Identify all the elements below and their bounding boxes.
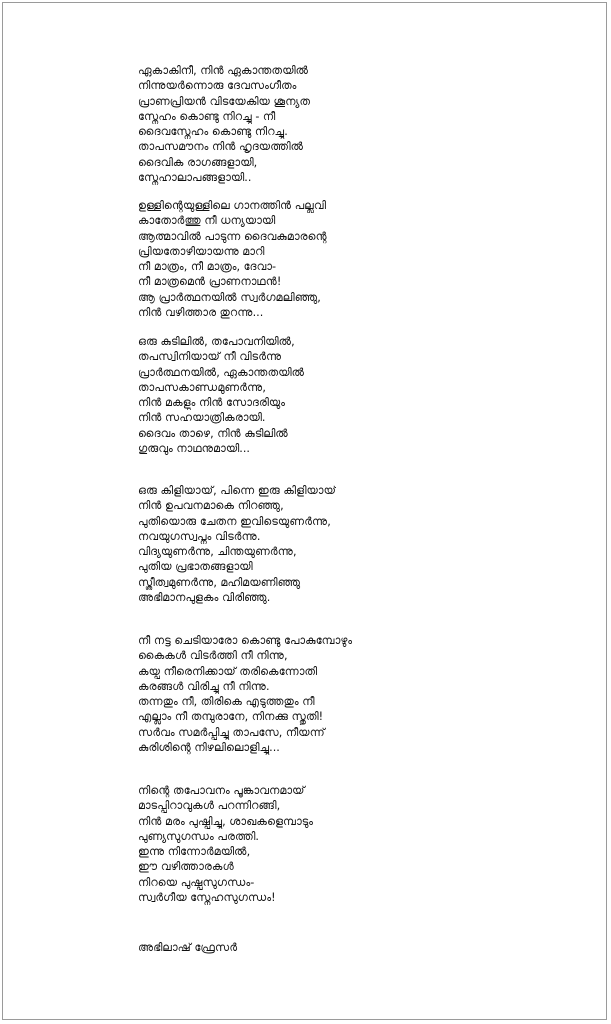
- poem-line: ആ പ്രാർത്ഥനയിൽ സ്വർഗമലിഞ്ഞു,: [138, 290, 321, 304]
- author-name: അഭിലാഷ് ഫ്രേസർ: [138, 941, 238, 954]
- poem-line: സ്നേഹം കൊണ്ടു നിറച്ചു - നീ: [138, 109, 276, 123]
- poem-line: ഗുരുവും നാഥനുമായി...: [138, 442, 250, 456]
- poem-line: നിറയെ പുഷ്പസുഗന്ധം-: [138, 875, 255, 889]
- poem-line: മാടപ്പിറാവുകൾ പറന്നിറങ്ങി,: [138, 799, 281, 813]
- poem-line: നിന്റെ തപോവനം പൂങ്കാവനമായ്: [138, 784, 305, 797]
- poem-line: കാതോർത്തു നീ ധന്യയായി: [138, 214, 276, 228]
- poem-line: ഏകാകിനീ, നിൻ ഏകാന്തതയിൽ: [138, 64, 309, 77]
- stanza-2: [138, 198, 327, 320]
- poem-line: തപസ്വിനിയായ് നീ വിടർന്നു: [138, 350, 282, 364]
- poem-line: ദൈവിക രാഗങ്ങളായി,: [138, 155, 258, 169]
- poem-line: താപസമൗനം നിൻ ഹൃദയത്തിൽ: [138, 140, 304, 154]
- poem-line: നീ മാത്രമെൻ പ്രാണനാഥൻ!: [138, 275, 282, 289]
- poem-line: പ്രാണപ്രിയൻ വിടയേകിയ ശൂന്യത: [138, 94, 311, 108]
- poem-line: ഒരു കിളിയായ്, പിന്നെ ഇരു കിളിയായ്: [138, 484, 337, 497]
- poem-line: സ്ത്രീത്വമുണർന്നു, മഹിമയണിഞ്ഞു: [138, 575, 301, 589]
- poem-line: ഉള്ളിന്റെയുള്ളിലെ ഗാനത്തിൻ പല്ലവി: [138, 199, 327, 212]
- stanza-4: [138, 483, 336, 605]
- poem-line: നിൻ മരം പുഷ്പിച്ചു, ശാഖകളെമ്പാടും: [138, 814, 314, 828]
- stanza-1: [138, 63, 310, 185]
- poem-line: സ്വർഗീയ സ്നേഹസുഗന്ധം!: [138, 891, 276, 905]
- poem-line: നിൻ സഹയാത്രികരായി.: [138, 411, 266, 425]
- poem-line: താപസകാണ്ഡമുണർന്നു,: [138, 380, 266, 394]
- poem-line: ദൈവസ്നേഹം കൊണ്ടു നിറച്ചു.: [138, 125, 288, 139]
- poem-line: നിന്നുയർന്നൊരു ദേവസംഗീതം: [138, 79, 297, 93]
- document-page: [2, 2, 607, 1020]
- poem-line: നിൻ വഴിത്താര തുറന്നു...: [138, 306, 264, 320]
- poem-line: കുരിശിന്റെ നിഴലിലൊളിച്ചു...: [138, 741, 280, 755]
- poem-line: നീ നട്ട ചെടിയാരോ കൊണ്ടു പോകുമ്പോഴും: [138, 634, 353, 647]
- stanza-5: [138, 633, 352, 755]
- poem-line: ഇന്നു നിന്നോർമയിൽ,: [138, 845, 251, 859]
- poem-line: നിൻ മകളും നിൻ സോദരിയും: [138, 396, 286, 410]
- poem-line: ഈ വഴിത്താരകൾ: [138, 860, 234, 874]
- poem-line: പ്രാർത്ഥനയിൽ, ഏകാന്തതയിൽ: [138, 365, 305, 379]
- poem-line: പ്രിയതോഴിയായന്നു മാറി: [138, 244, 265, 258]
- poem-line: നീ മാത്രം, നീ മാത്രം, ദേവാ-: [138, 260, 277, 274]
- poem-line: ഒരു കുടിലിൽ, തപോവനിയിൽ,: [138, 335, 295, 348]
- poem-line: തന്നതും നീ, തിരികെ എടുത്തതും നീ: [138, 695, 315, 709]
- poem-line: കയ്പു നീരെനിക്കായ് തരികെന്നോതി: [138, 664, 318, 678]
- stanza-6: [138, 783, 313, 905]
- poem-line: സർവം സമർപ്പിച്ചു താപസേ, നീയന്ന്: [138, 725, 325, 739]
- poem-line: ആത്മാവിൽ പാടുന്ന ദൈവകുമാരന്റെ: [138, 229, 327, 243]
- stanza-3: [138, 334, 304, 456]
- poem-line: പുണ്യസുഗന്ധം പരത്തി.: [138, 829, 259, 843]
- poem-line: പുതിയ പ്രഭാതങ്ങളായി: [138, 560, 253, 574]
- poem-line: പുതിയൊരു ചേതന ഇവിടെയുണർന്നു,: [138, 514, 331, 528]
- poem-line: കരങ്ങൾ വിരിച്ചു നീ നിന്നു.: [138, 679, 270, 693]
- poem-line: സ്നേഹാലാപങ്ങളായി..: [138, 171, 252, 185]
- poem-line: ദൈവം താഴെ, നിൻ കുടിലിൽ: [138, 426, 288, 440]
- poem-line: കൈകൾ വിടർത്തി നീ നിന്നു,: [138, 649, 288, 663]
- poem-line: അഭിമാനപുളകം വിരിഞ്ഞു.: [138, 591, 271, 605]
- poem-line: വിദ്യയുണർന്നു, ചിന്തയുണർന്നു,: [138, 545, 297, 559]
- poem-line: എല്ലാം നീ തമ്പുരാനേ, നിനക്കു സ്തുതി!: [138, 710, 324, 724]
- poem-line: നിൻ ഉപവനമാകെ നിറഞ്ഞു,: [138, 499, 284, 513]
- poem-line: നവയുഗസ്വപ്നം വിടർന്നു.: [138, 529, 261, 543]
